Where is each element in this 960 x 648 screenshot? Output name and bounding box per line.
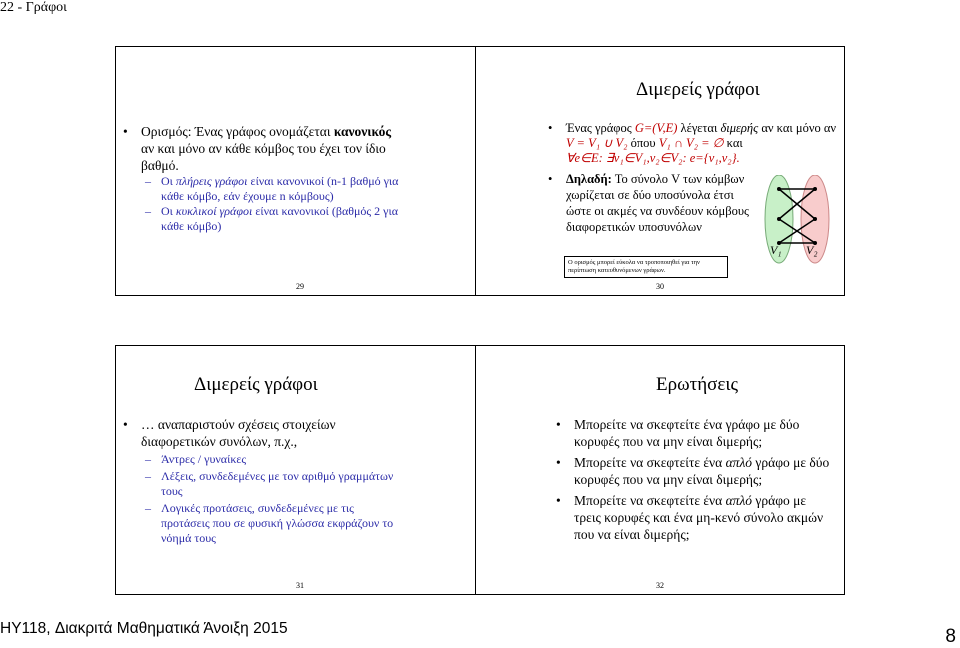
question-2: • Μπορείτε να σκεφτείτε ένα απλό γράφο με δύο κορυφές που να μην είναι διμερής;: [554, 454, 834, 488]
slide-30-explanation: [546, 171, 751, 235]
definition-bullet: • Ορισμός: Ένας γράφος ονομάζεται κανονικός αν και μόνο αν κάθε κόμβος του έχει τον ίδιο βαθμό. – Οι πλήρεις γράφοι είναι κανονικοί (n-1 βαθμό για κάθε κόμβο, εάν έχουμε n κόμβους) – Οι κυκλικοί γράφοι είναι κανονικοί (βαθμός 2 για κάθε κόμβο): [121, 123, 406, 234]
complete-graphs-item: – Οι πλήρεις γράφοι είναι κανονικοί (n-1 βαθμό για κάθε κόμβο, εάν έχουμε n κόμβους): [141, 174, 406, 204]
slide-31-content: [121, 416, 401, 546]
bipartite-definition: • Ένας γράφος G=(V,E) λέγεται διμερής αν και μόνο αν V = V₁ ∪ V₂ όπου V₁ ∩ V₂ = ∅ και ∀e∈E: ∃v₁∈V₁,v₂∈V₂: e={v₁,v₂}.: [546, 121, 844, 166]
subbullets: [141, 174, 406, 234]
slide-31: [115, 345, 485, 595]
sub-item: – Λέξεις, συνδεδεμένες με τον αριθμό γραμμάτων τους: [141, 469, 401, 499]
subbullets: [141, 452, 401, 546]
slide-number: 30: [656, 282, 664, 291]
definition-note: Ο ορισμός μπορεί εύκολα να τροποποιηθεί για την περίπτωση κατευθυνόμενων γράφων.: [564, 256, 728, 278]
cycle-graphs-item: – Οι κυκλικοί γράφοι είναι κανονικοί (βαθμός 2 για κάθε κόμβο): [141, 204, 406, 234]
sub-item: – Λογικές προτάσεις, συνδεδεμένες με τις προτάσεις που σε φυσική γλώσσα εκφράζουν το νόημά τους: [141, 501, 401, 546]
slide-30: [475, 46, 845, 296]
slide-30-content: [546, 121, 844, 166]
question-3: • Μπορείτε να σκεφτείτε ένα απλό γράφο με τρεις κορυφές και ένα μη-κενό σύνολο ακμών που να είναι διμερής;: [554, 492, 834, 543]
slide-29-content: [121, 123, 406, 234]
page-header: 22 - Γράφοι: [0, 0, 67, 15]
question-1: • Μπορείτε να σκεφτείτε ένα γράφο με δύο κορυφές που να μην είναι διμερής;: [554, 416, 834, 450]
slide-32-content: [554, 416, 834, 543]
sub-item: – Άντρες / γυναίκες: [141, 452, 401, 467]
slide-title: Διμερείς γράφοι: [194, 374, 318, 395]
v2-label: V₂: [806, 243, 818, 257]
slide-32: [475, 345, 845, 595]
bipartite-usage-bullet: • … αναπαριστούν σχέσεις στοιχείων διαφορετικών συνόλων, π.χ., – Άντρες / γυναίκες – Λέξεις, συνδεδεμένες με τον αριθμό γραμμάτων τους – Λογικές προτάσεις, συνδεδεμένες με τις προτάσεις που σε φυσική γλώσσα εκφράζουν το νόημά τους: [121, 416, 401, 546]
footer-course-info: HY118, Διακριτά Μαθηματικά Άνοιξη 2015: [0, 620, 288, 637]
slide-number: 29: [296, 282, 304, 291]
slide-number: 31: [296, 581, 304, 590]
slide-29: [115, 46, 485, 296]
regular-term: κανονικός: [333, 124, 392, 139]
slide-title: Διμερείς γράφοι: [636, 79, 760, 100]
page-number: 8: [945, 626, 956, 647]
v1-label: V₁: [770, 243, 782, 257]
explanation-bullet: • Δηλαδή: Το σύνολο V των κόμβων χωρίζεται σε δύο υποσύνολα έτσι ώστε οι ακμές να συνδέουν κόμβους διαφορετικών υποσυνόλων: [546, 171, 751, 235]
bipartite-graph-diagram: [761, 175, 841, 275]
slide-number: 32: [656, 581, 664, 590]
slide-title: Ερωτήσεις: [656, 374, 739, 395]
